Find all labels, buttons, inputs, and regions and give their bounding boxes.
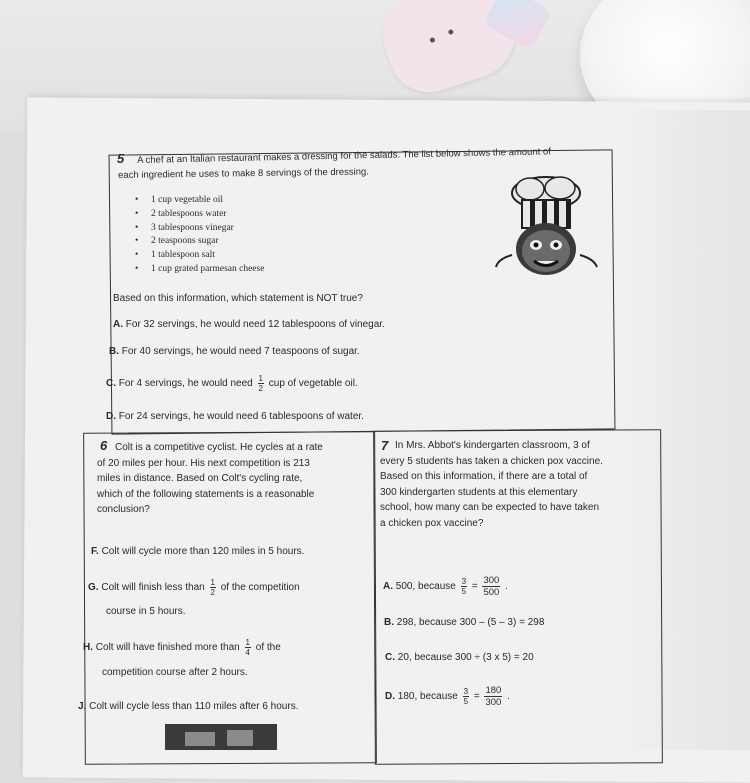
- option-letter: A.: [383, 581, 393, 592]
- option-end: .: [505, 581, 508, 592]
- question-6-option-f[interactable]: [91, 545, 304, 558]
- ingredient-item: • 1 cup vegetable oil: [135, 194, 264, 208]
- option-text: For 4 servings, he would need: [118, 378, 253, 390]
- option-text: For 24 servings, he would need 6 tablespoons of water.: [118, 411, 364, 422]
- photo-detail: [227, 730, 253, 746]
- fraction-denominator: 300: [485, 696, 502, 708]
- option-text: 180, because: [397, 691, 458, 702]
- option-text: Colt will cycle more than 120 miles in 5 hours.: [101, 546, 305, 557]
- fraction-numerator: 300: [483, 574, 500, 586]
- question-7-number: 7: [381, 438, 389, 453]
- fraction-numerator: 1: [258, 374, 263, 383]
- fraction-numerator: 3: [461, 576, 467, 586]
- chef-clipart-image: [494, 175, 599, 280]
- fraction-denominator: 500: [483, 586, 500, 598]
- question-5-option-b[interactable]: [109, 345, 360, 358]
- ingredient-item: • 2 tablespoons water: [135, 208, 264, 222]
- stem-line: Colt is a competitive cyclist. He cycles at a rate: [115, 442, 323, 453]
- stem-line: every 5 students has taken a chicken pox vaccine.: [380, 455, 603, 467]
- fraction: [461, 577, 467, 596]
- option-text: 298, because 300 – (5 – 3) = 298: [396, 617, 545, 628]
- photo-image: [165, 724, 277, 750]
- fraction-denominator: 5: [463, 696, 469, 706]
- ingredient-item: • 1 tablespoon salt: [135, 249, 264, 263]
- option-text: cup of vegetable oil.: [268, 378, 358, 390]
- question-5-intro-line2: each ingredient he uses to make 8 servings of the dressing.: [118, 166, 369, 181]
- question-6-option-h-line2: competition course after 2 hours.: [102, 667, 248, 678]
- sticker-eye: [429, 37, 435, 43]
- option-text: For 32 servings, he would need 12 tablespoons of vinegar.: [125, 319, 385, 330]
- option-letter: H.: [83, 642, 93, 654]
- stem-line: of 20 miles per hour. His next competition is 213: [97, 457, 310, 469]
- option-text: of the competition: [220, 582, 300, 594]
- option-letter: C.: [106, 378, 116, 390]
- fraction: [482, 575, 500, 598]
- question-6-option-g[interactable]: [88, 578, 300, 598]
- option-letter: J.: [78, 701, 87, 712]
- question-6-option-h[interactable]: [83, 638, 281, 658]
- fraction-denominator: 4: [245, 648, 250, 657]
- question-5-intro-line1: A chef at an Italian restaurant makes a dressing for the salads. The list below shows the amount of: [137, 146, 552, 166]
- ingredient-item: • 1 cup grated parmesan cheese: [135, 263, 264, 277]
- fraction-numerator: 1: [210, 578, 215, 587]
- equals-sign: =: [471, 581, 478, 592]
- fraction-numerator: 3: [463, 686, 469, 696]
- option-text: 20, because 300 ÷ (3 x 5) = 20: [397, 652, 534, 663]
- photo-detail: [185, 732, 215, 746]
- fraction-denominator: 2: [258, 384, 263, 393]
- question-5-number: 5: [117, 151, 125, 166]
- fraction-denominator: 2: [210, 588, 215, 597]
- fraction-numerator: 1: [245, 638, 250, 647]
- option-letter: G.: [88, 582, 99, 594]
- question-5-option-c[interactable]: [106, 374, 358, 393]
- question-5-option-d[interactable]: [106, 410, 364, 423]
- option-text: For 40 servings, he would need 7 teaspoons of sugar.: [121, 346, 360, 357]
- question-5-prompt: Based on this information, which statement is NOT true?: [113, 293, 363, 304]
- option-end: .: [507, 691, 510, 702]
- ingredient-item: • 3 tablespoons vinegar: [135, 222, 264, 236]
- option-letter: A.: [113, 319, 123, 330]
- option-letter: C.: [385, 652, 395, 663]
- fraction: [484, 685, 502, 708]
- fraction: [245, 638, 251, 657]
- question-7-option-d[interactable]: [385, 684, 510, 710]
- option-letter: D.: [106, 411, 116, 422]
- fraction-denominator: 5: [461, 586, 467, 596]
- question-7-stem: [380, 438, 603, 531]
- option-letter: D.: [385, 691, 395, 702]
- stem-line: school, how many can be expected to have taken: [380, 502, 600, 513]
- question-7-option-b[interactable]: [384, 616, 544, 629]
- question-6-number: 6: [100, 438, 108, 453]
- ingredient-item: • 2 teaspoons sugar: [135, 235, 264, 249]
- option-text: 500, because: [395, 581, 456, 592]
- option-letter: B.: [384, 617, 394, 628]
- option-letter: B.: [109, 346, 119, 357]
- question-7-option-a[interactable]: [383, 574, 508, 600]
- option-text: Colt will finish less than: [101, 582, 205, 594]
- question-5-option-a[interactable]: [113, 318, 385, 331]
- fraction: [463, 687, 469, 706]
- option-text: Colt will cycle less than 110 miles after 6 hours.: [89, 701, 299, 712]
- option-letter: F.: [91, 546, 99, 557]
- option-text: of the: [255, 642, 281, 654]
- equals-sign: =: [473, 691, 480, 702]
- fraction: [258, 374, 264, 393]
- stem-line: Based on this information, if there are a total of: [380, 471, 588, 482]
- stem-line: which of the following statements is a reasonable: [97, 488, 315, 500]
- question-6-option-g-line2: course in 5 hours.: [106, 606, 186, 617]
- stem-line: a chicken pox vaccine?: [380, 517, 484, 529]
- question-6-stem: [97, 440, 323, 518]
- fraction: [210, 578, 216, 597]
- ingredient-list: [135, 194, 264, 277]
- option-text: Colt will have finished more than: [95, 642, 240, 654]
- stem-line: In Mrs. Abbot's kindergarten classroom, 3 of: [395, 440, 590, 451]
- stem-line: 300 kindergarten students at this elementary: [380, 486, 578, 498]
- fraction-numerator: 180: [485, 684, 502, 696]
- stem-line: conclusion?: [97, 504, 150, 515]
- sticker-eye: [448, 29, 454, 35]
- stem-line: miles in distance. Based on Colt's cycling rate,: [97, 473, 303, 484]
- question-7-option-c[interactable]: [385, 651, 534, 664]
- question-6-option-j[interactable]: [78, 700, 298, 713]
